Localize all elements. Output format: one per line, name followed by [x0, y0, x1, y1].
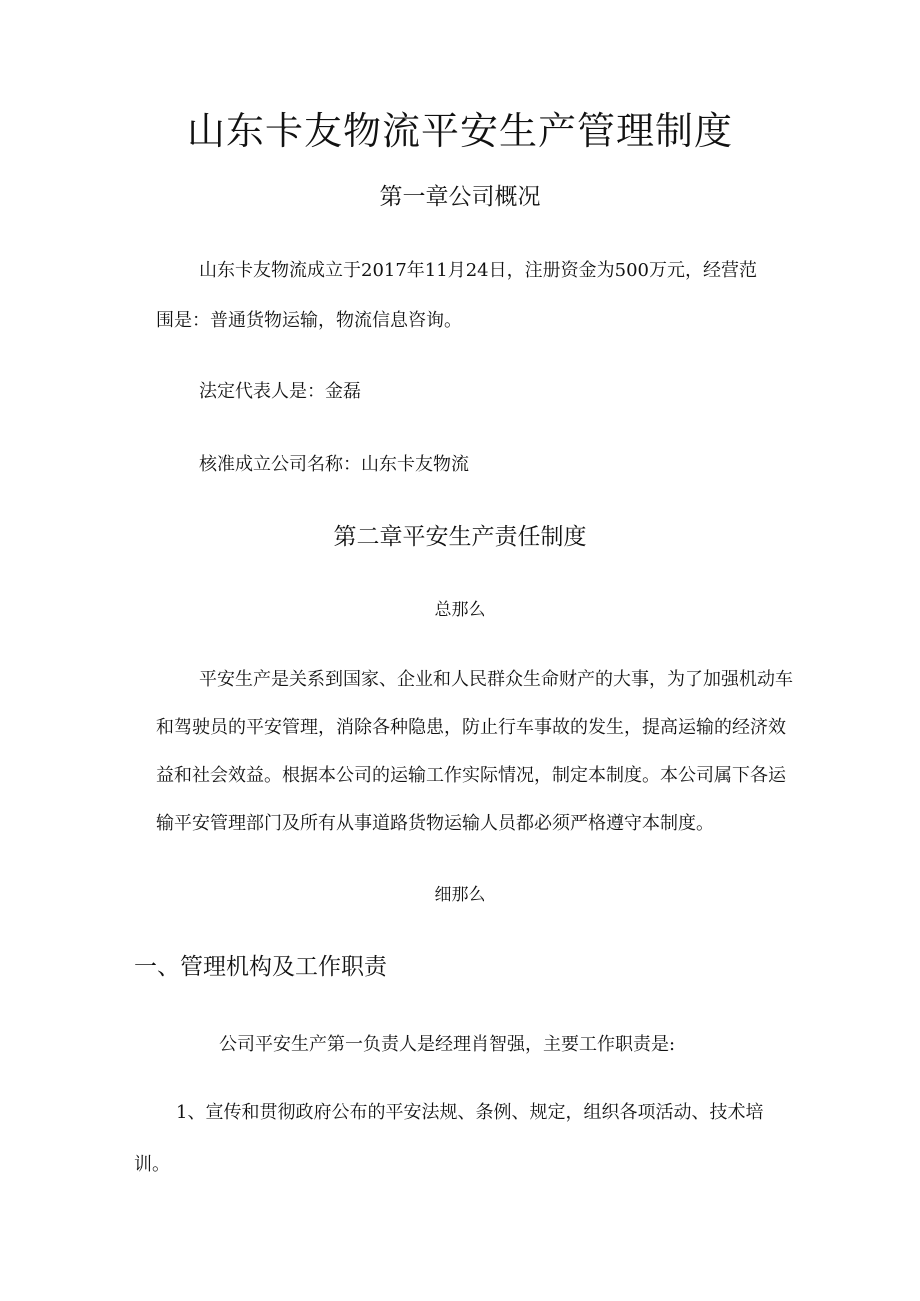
chapter2-heading: 第二章平安生产责任制度 — [333, 524, 587, 550]
section1-heading: 一、管理机构及工作职责 — [134, 954, 387, 980]
detailed-provisions-heading: 细那么 — [434, 885, 486, 905]
approved-company-name: 核准成立公司名称：山东卡友物流 — [199, 454, 469, 475]
item1-line2: 训。 — [134, 1154, 170, 1175]
general-para-line: 益和社会效益。根据本公司的运输工作实际情况，制定本制度。本公司属下各运 — [156, 765, 786, 786]
chapter1-para1-line1: 山东卡友物流成立于2017年11月24日，注册资金为500万元，经营范 — [199, 260, 757, 281]
general-provisions-heading: 总那么 — [434, 600, 486, 620]
general-para-line: 和驾驶员的平安管理，消除各种隐患，防止行车事故的发生，提高运输的经济效 — [156, 717, 786, 738]
general-para-line: 输平安管理部门及所有从事道路货物运输人员都必须严格遵守本制度。 — [156, 813, 714, 834]
document-title: 山东卡友物流平安生产管理制度 — [186, 109, 733, 153]
chapter1-heading: 第一章公司概况 — [379, 184, 541, 210]
general-para-line: 平安生产是关系到国家、企业和人民群众生命财产的大事，为了加强机动车 — [199, 669, 793, 690]
section1-intro: 公司平安生产第一负责人是经理肖智强，主要工作职责是: — [219, 1034, 676, 1055]
legal-representative: 法定代表人是：金磊 — [199, 381, 361, 402]
chapter1-para1-line2: 围是：普通货物运输，物流信息咨询。 — [156, 310, 462, 331]
item1-line1: 1、宣传和贯彻政府公布的平安法规、条例、规定，组织各项活动、技术培 — [176, 1102, 764, 1123]
